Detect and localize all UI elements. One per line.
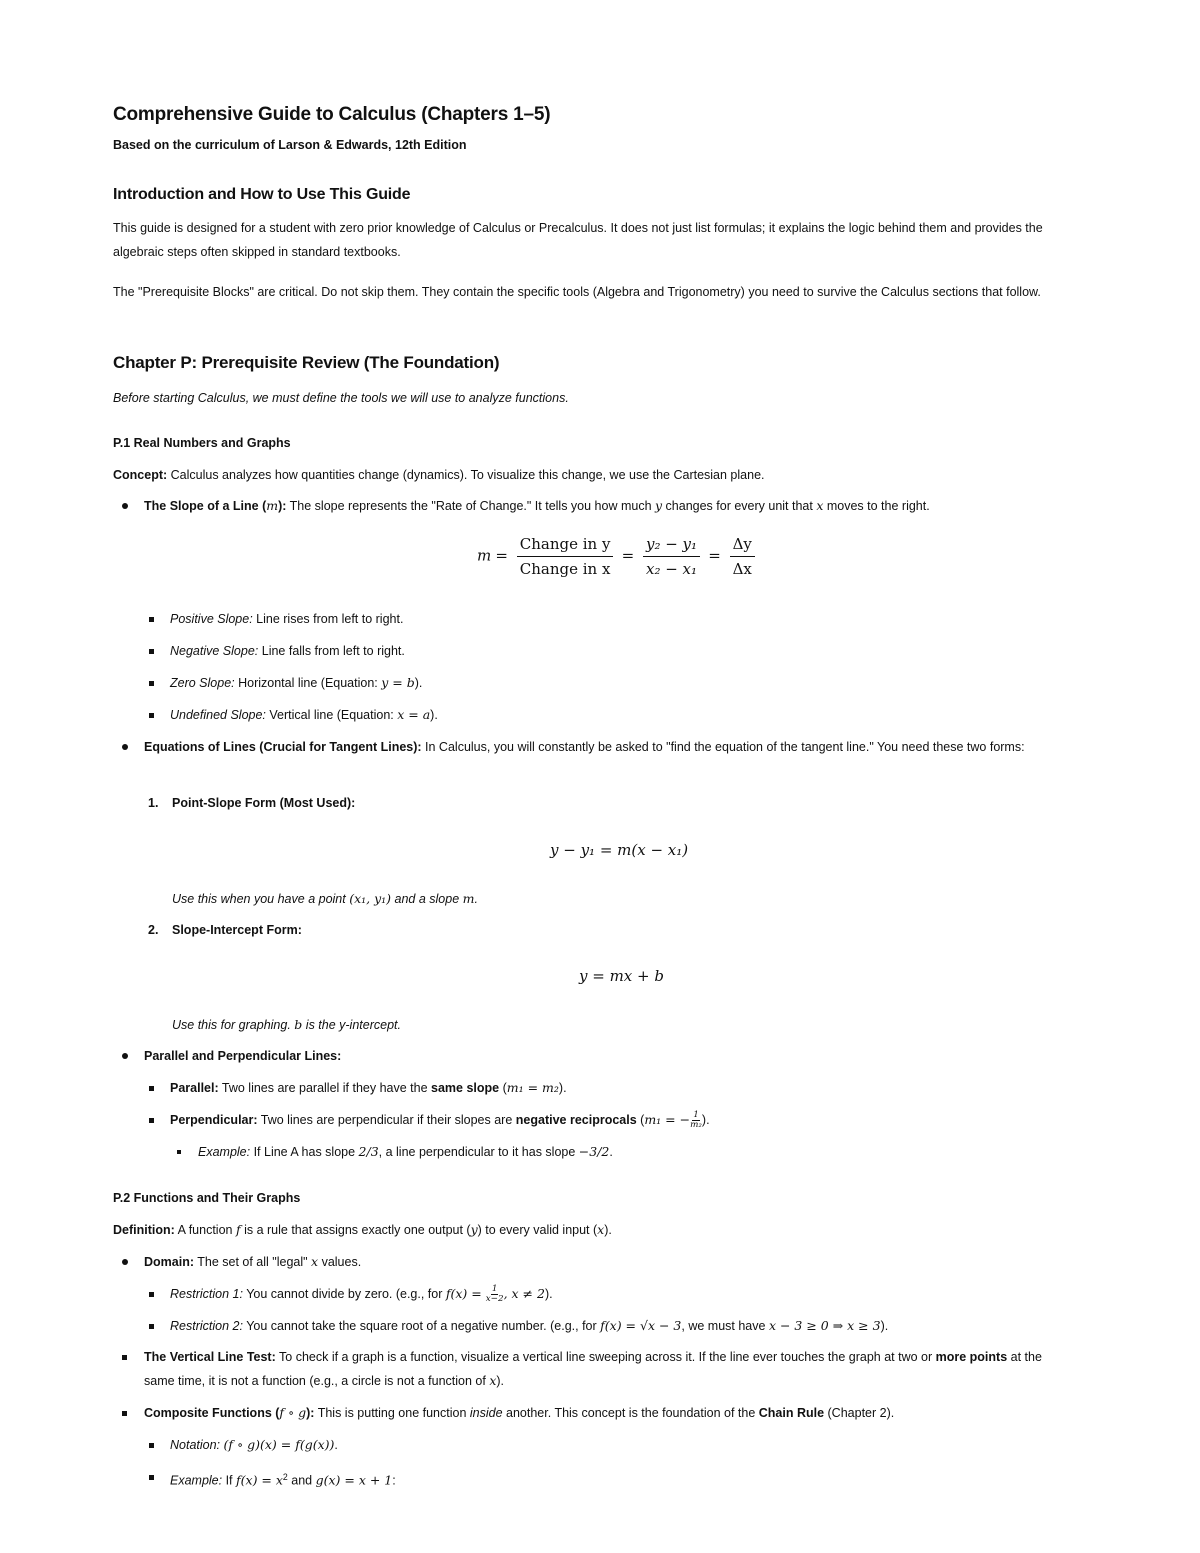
slope-formula: m = $\frac{\text{Change in y}}{\text{Change in x}}$ = $\frac{\text{y₂ − y₁}}{\text{x₂ − x₁}}$ = $\frac{\Delta y}{\Delta x}$ (477, 535, 759, 578)
slope-intercept-equation: y = mx + b (579, 967, 664, 985)
restriction-1-condition: , x ≠ 2 (503, 1286, 545, 1301)
perpendicular-fraction-num: 1 (693, 1110, 699, 1121)
composite-example-text-a: If (222, 1473, 237, 1488)
definition-text-a: A function (174, 1223, 236, 1237)
parallel-label: Parallel: (170, 1081, 219, 1095)
point-slope-equation: y − y₁ = m(x − x₁) (550, 841, 689, 859)
bullet-icon (122, 1355, 127, 1360)
bullet-icon (149, 617, 154, 622)
bullet-icon (122, 503, 128, 509)
point-slope-note-point: (x₁, y₁) (349, 891, 392, 906)
restriction-2-text: You cannot take the square root of a negative number. (e.g., for (242, 1319, 601, 1333)
vertical-line-test-text-b: at the same time, it is not a function (e.g., a circle is not a function of (144, 1350, 1042, 1388)
perpendicular-example: Example: If Line A has slope 2/3, a line perpendicular to it has slope −3/2. (198, 1144, 613, 1159)
composite-inside: inside (469, 1406, 503, 1420)
point-slope-note: Use this when you have a point (x₁, y₁) and a slope m. (172, 891, 478, 906)
perpendicular-item: Perpendicular: Two lines are perpendicular if their slopes are negative reciprocals (m₁ = − $\frac{1}{\text{m₂}}$ ). (170, 1110, 710, 1131)
zero-slope-label: Zero Slope: (170, 676, 235, 690)
intro-paragraph-1: This guide is designed for a student with zero prior knowledge of Calculus or Precalculus. It does not just list formulas; it explains the logic behind them and provides the algebraic steps often skipped in standard textbooks. (113, 221, 1043, 259)
positive-slope-label: Positive Slope: (170, 612, 253, 626)
example-label: Example: (198, 1145, 251, 1159)
perpendicular-fraction (690, 1111, 702, 1130)
negative-slope-item (170, 639, 405, 663)
undefined-slope-text: Vertical line (Equation: (265, 708, 398, 722)
equations-of-lines-item (144, 735, 1064, 759)
definition-text-b: is a rule that assigns exactly one output ( (240, 1223, 471, 1237)
restriction-1-item: Restriction 1: You cannot divide by zero. (e.g., for f(x) = $\frac{1}{x-2}$ , x ≠ 2). (170, 1284, 553, 1305)
parallel-eq: m₁ = m₂ (506, 1080, 559, 1095)
composite-example-end: : (392, 1473, 396, 1488)
parallel-bold: same slope (431, 1081, 500, 1095)
example-text-a: If Line A has slope (250, 1145, 359, 1159)
undefined-slope-item: Undefined Slope: Vertical line (Equation: x = a). (170, 707, 438, 722)
restriction-2-mid: , we must have (681, 1319, 769, 1333)
intro-paragraph-2: The "Prerequisite Blocks" are critical. Do not skip them. They contain the specific tools (Algebra and Trigonometry) you need to survive the Calculus sections that follow. (113, 285, 1041, 299)
composite-example-item (170, 1465, 396, 1492)
bullet-icon (177, 1150, 181, 1154)
eq-den-3: Δx (732, 560, 752, 578)
section-heading-p1: P.1 Real Numbers and Graphs (113, 436, 291, 450)
document-subtitle: Based on the curriculum of Larson & Edwards, 12th Edition (113, 138, 467, 152)
example-text-b: , a line perpendicular to it has slope (378, 1145, 579, 1159)
composite-example-sup: 2 (282, 1472, 288, 1482)
slope-text-a: The slope represents the "Rate of Change." It tells you how much (286, 499, 655, 513)
point-slope-note-m: m (462, 891, 475, 906)
concept-text: Calculus analyzes how quantities change (dynamics). To visualize this change, we use the Cartesian plane. (167, 468, 765, 482)
eq-num-1: Change in y (517, 535, 614, 557)
concept-label: Concept: (113, 468, 168, 482)
bullet-icon (122, 1259, 128, 1265)
bullet-icon (149, 713, 154, 718)
domain-x: x (311, 1254, 319, 1269)
composite-bold: Chain Rule (758, 1406, 825, 1420)
equations-of-lines-label: Equations of Lines (Crucial for Tangent Lines): (144, 740, 422, 754)
bullet-icon (149, 1443, 154, 1448)
var-x: x (816, 498, 824, 513)
perpendicular-label: Perpendicular: (170, 1113, 258, 1127)
eq-num-3: Δy (730, 535, 755, 557)
document-title: Comprehensive Guide to Calculus (Chapters 1–5) (113, 104, 551, 125)
eq-m: m (477, 546, 492, 565)
slope-label: The Slope of a Line ( (144, 499, 267, 513)
slope-label-end: ): (278, 499, 287, 513)
bullet-icon (149, 649, 154, 654)
function-definition: Definition: A function f is a rule that assigns exactly one output (y) to every valid input (x). (113, 1222, 612, 1237)
definition-label: Definition: (113, 1223, 175, 1237)
restriction-2-item: Restriction 2: You cannot take the square root of a negative number. (e.g., for f(x) = √x − 3, we must have x − 3 ≥ 0 ⇒ x ≥ 3). (170, 1318, 889, 1333)
bullet-icon (149, 1324, 154, 1329)
point-slope-note-a: Use this when you have a point (172, 892, 350, 906)
negative-slope-label: Negative Slope: (170, 644, 259, 658)
bullet-icon (149, 1292, 154, 1297)
perpendicular-eq: m₁ = − (644, 1112, 691, 1127)
perpendicular-text: Two lines are perpendicular if their slopes are (257, 1113, 516, 1127)
vertical-line-test-bold: more points (935, 1350, 1008, 1364)
slope-text-c: moves to the right. (823, 499, 930, 513)
eq-fraction-1 (517, 535, 614, 578)
bullet-icon (149, 1086, 154, 1091)
list-number: 2. (148, 923, 159, 937)
example-value-2: −3/2 (578, 1144, 610, 1159)
eq-den-1: Change in x (519, 560, 611, 578)
notation-item: Notation: (f ∘ g)(x) = f(g(x)). (170, 1437, 338, 1452)
undefined-slope-eq: x = a (397, 707, 431, 722)
bullet-icon (149, 1118, 154, 1123)
vertical-line-test-text-a: To check if a graph is a function, visualize a vertical line sweeping across it. If the line ever touches the graph at two or (275, 1350, 936, 1364)
chapter-heading: Chapter P: Prerequisite Review (The Foundation) (113, 353, 500, 372)
zero-slope-eq: y = b (381, 675, 415, 690)
composite-text-a: This is putting one function (314, 1406, 470, 1420)
definition-y: y (470, 1222, 478, 1237)
eq-fraction-3 (730, 535, 755, 578)
negative-slope-text: Line falls from left to right. (258, 644, 405, 658)
composite-example-label: Example: (170, 1473, 223, 1488)
perpendicular-bold: negative reciprocals (515, 1113, 637, 1127)
vertical-line-test-label: The Vertical Line Test: (144, 1350, 276, 1364)
bullet-icon (149, 1475, 154, 1480)
parallel-item: Parallel: Two lines are parallel if they have the same slope (m₁ = m₂). (170, 1080, 567, 1095)
restriction-2-fx: f(x) = √x − 3 (600, 1318, 682, 1333)
slope-var: m (266, 498, 279, 513)
point-slope-note-b: and a slope (391, 892, 463, 906)
domain-label: Domain: (144, 1255, 194, 1269)
section-heading-p2: P.2 Functions and Their Graphs (113, 1191, 301, 1205)
restriction-1-label: Restriction 1: (170, 1287, 243, 1301)
point-slope-label: Point-Slope Form (Most Used): (172, 796, 356, 810)
vertical-line-test-item: The Vertical Line Test: To check if a graph is a function, visualize a vertical line sweeping across it. If the line ever touches the graph at two or more points at the same time, it is not a function (e.g., a circle is not a function of x). (144, 1350, 1042, 1388)
chapter-lead: Before starting Calculus, we must define the tools we will use to analyze functions. (113, 391, 569, 405)
intro-heading: Introduction and How to Use This Guide (113, 186, 411, 203)
bullet-icon (122, 1411, 127, 1416)
definition-text-c: ) to every valid input ( (477, 1223, 598, 1237)
parallel-text: Two lines are parallel if they have the (218, 1081, 432, 1095)
zero-slope-item: Zero Slope: Horizontal line (Equation: y = b). (170, 675, 423, 690)
domain-item (144, 1250, 361, 1274)
parallel-perpendicular-label: Parallel and Perpendicular Lines: (144, 1049, 342, 1063)
restriction-1-den: x−2 (485, 1294, 504, 1305)
slope-intercept-label: Slope-Intercept Form: (172, 923, 302, 937)
vertical-line-test-x: x (489, 1373, 497, 1388)
slope-item (144, 494, 930, 518)
notation-equation: (f ∘ g)(x) = f(g(x)) (223, 1437, 335, 1452)
equations-of-lines-text: In Calculus, you will constantly be asked to "find the equation of the tangent line." You need these two forms: (421, 740, 1025, 754)
restriction-1-text: You cannot divide by zero. (e.g., for (242, 1287, 446, 1301)
composite-functions-item (144, 1401, 894, 1425)
slope-intercept-note-c: is the y-intercept. (302, 1018, 401, 1032)
composite-example-g: g(x) = x + 1 (315, 1472, 393, 1488)
eq-den-2: x₂ − x₁ (645, 560, 698, 578)
bullet-icon (122, 744, 128, 750)
restriction-1-fx: f(x) = (445, 1286, 486, 1301)
list-number: 1. (148, 796, 159, 810)
example-value-1: 2/3 (358, 1144, 379, 1159)
positive-slope-text: Line rises from left to right. (252, 612, 404, 626)
undefined-slope-label: Undefined Slope: (170, 708, 266, 722)
composite-example-and: and (287, 1473, 316, 1488)
restriction-1-num: 1 (491, 1284, 498, 1295)
notation-label: Notation: (170, 1438, 221, 1452)
domain-end: values. (318, 1255, 362, 1269)
domain-text: The set of all "legal" (194, 1255, 312, 1269)
slope-intercept-note-a: Use this for graphing. (172, 1018, 295, 1032)
slope-intercept-note (172, 1013, 401, 1037)
var-y: y (655, 498, 663, 513)
bullet-icon (122, 1053, 128, 1059)
perpendicular-fraction-den: m₂ (690, 1120, 702, 1131)
eq-num-2: y₂ − y₁ (643, 535, 700, 557)
positive-slope-item (170, 607, 403, 631)
composite-text-b: another. This concept is the foundation of the (502, 1406, 759, 1420)
restriction-2-label: Restriction 2: (170, 1319, 243, 1333)
slope-intercept-note-b: b (294, 1017, 303, 1032)
composite-text-c: (Chapter 2). (824, 1406, 895, 1420)
composite-symbol: f ∘ g (279, 1405, 307, 1420)
bullet-icon (149, 681, 154, 686)
zero-slope-text: Horizontal line (Equation: (234, 676, 382, 690)
eq-fraction-2 (643, 535, 700, 578)
restriction-1-fraction (486, 1285, 504, 1304)
composite-label: Composite Functions ( (144, 1406, 280, 1420)
definition-f: f (235, 1222, 241, 1237)
composite-example-f: f(x) = x (236, 1472, 283, 1488)
slope-text-b: changes for every unit that (662, 499, 817, 513)
concept-line (113, 463, 765, 487)
restriction-2-condition: x − 3 ≥ 0 ⇒ x ≥ 3 (768, 1318, 881, 1333)
definition-x: x (597, 1222, 605, 1237)
composite-label-end: ): (306, 1406, 315, 1420)
